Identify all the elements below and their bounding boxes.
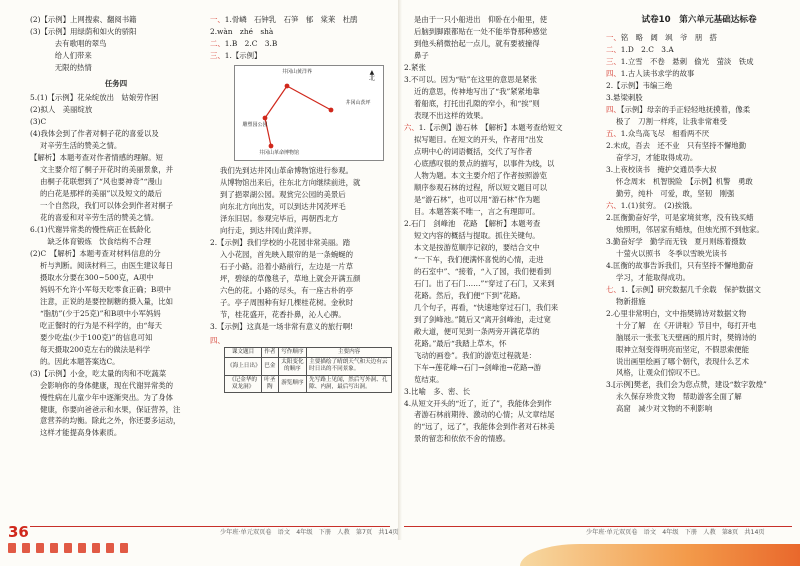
text-line: 【解析】本题考查对作者情感的理解。短 bbox=[30, 152, 164, 162]
text-line: 吃正餐时的行为是不科学的，由“每天 bbox=[40, 320, 163, 330]
text-line: 摄取水分要在300~500克，A项中 bbox=[40, 272, 154, 282]
question-marker: 四、 bbox=[210, 335, 225, 345]
text-line: 是由于一只小船进出 仰卧在小船里，使 bbox=[414, 15, 548, 24]
text-line: 烛照明，邻居家有蜡烛，但烛光照不到他家。 bbox=[616, 224, 764, 234]
text-line: 后脑到脚跟都贴在一处不能举脊那种感觉 bbox=[414, 26, 548, 36]
text-line: 3.悬梁刺股 bbox=[606, 92, 643, 102]
text-line: 要少吃盐(少于100克)”的信息可知 bbox=[40, 332, 153, 342]
text-line: 的。因此本题答案选C。 bbox=[40, 356, 120, 366]
column-4 bbox=[606, 14, 792, 524]
text-line: 风格，让观众们惊叹不已。 bbox=[616, 368, 705, 378]
test-title: 试卷10 第六单元基础达标卷 bbox=[641, 15, 757, 25]
route-map-lines bbox=[235, 66, 385, 162]
question-marker: 四、 bbox=[606, 68, 621, 78]
text-line: 入小花园，首先映入眼帘的是一条蜿蜒的 bbox=[220, 249, 354, 259]
text-line: 文主要介绍了桐子开花时的美丽景象，并 bbox=[40, 164, 174, 174]
question-marker: 一、 bbox=[606, 32, 621, 42]
route-map bbox=[234, 65, 384, 161]
text-line: 3.【示例】这真是一场非常有意义的旅行啊! bbox=[210, 321, 354, 331]
footer-right: 少年班·单元双页卷 语文 4年级 下册 人教 第8页 共14页 bbox=[586, 529, 765, 536]
text-line: 飞动的画卷”。我们的游览过程就是： bbox=[414, 350, 537, 360]
footer-left: 少年班·单元双页卷 语文 4年级 下册 人教 第7页 共14页 bbox=[220, 529, 399, 536]
text-line: 眼神立刻变得明亮而坚定，不假思索便能 bbox=[616, 344, 750, 354]
text-line: 2.【示例】我们学校的小花园非常美丽。踏 bbox=[210, 237, 351, 247]
text-line: 三、1.立雪 不卷 悬刺 偷光 萤淡 铁成 bbox=[606, 56, 754, 66]
table-cell: 巴金 bbox=[262, 357, 279, 375]
text-line: 花的喜爱和对辛劳生活的赞美之情。 bbox=[40, 212, 159, 222]
text-line: 对辛劳生活的赞美之情。 bbox=[40, 140, 122, 150]
text-line: 3.比喻 多、密、长 bbox=[404, 386, 471, 396]
text-line: 我们先到达井冈山革命博物馆进行参观。 bbox=[220, 165, 354, 175]
text-line: 者游石林前期待、激动的心情；从文章结尾 bbox=[414, 410, 555, 420]
text-line: 4.匡衡的故事告诉我们，只有坚持不懈地勤奋 bbox=[606, 260, 754, 270]
text-line: 六、1.【示例】游石林 【解析】本题考查给短文 bbox=[404, 122, 563, 132]
question-marker: 四、 bbox=[606, 104, 621, 114]
question-marker: 二、 bbox=[210, 38, 225, 48]
text-line: 二、1.B 2.C 3.B bbox=[210, 38, 278, 48]
text-line: 6.(1)代谢异常类的慢性病正在低龄化 bbox=[30, 224, 151, 234]
text-line: 二、1.D 2.C 3.A bbox=[606, 44, 674, 54]
text-line: 六色的花。小路的尽头，有一座古朴的亭 bbox=[220, 285, 354, 295]
text-line: 由桐子花联想到了“风也要神奇”“漫山 bbox=[40, 176, 163, 186]
text-line: 览结束。 bbox=[414, 374, 444, 384]
question-marker: 七、 bbox=[606, 284, 621, 294]
text-line: 物新措施 bbox=[616, 296, 646, 306]
text-line: 无限的热情 bbox=[40, 62, 92, 72]
text-line: 3.不可以。因为“贴”在这里的意思是紧张 bbox=[404, 74, 537, 84]
text-line: 景的留恋和依依不舍的情感。 bbox=[414, 434, 511, 444]
question-marker: 三、 bbox=[606, 56, 621, 66]
text-line: 的石室中”、“接着，“入了园，我们便看到 bbox=[414, 266, 551, 276]
decorative-wave bbox=[520, 544, 800, 566]
text-line: 六、1.(1)贫穷。 (2)挨饿。 bbox=[606, 200, 697, 210]
text-line: 去有歌唱的翠鸟 bbox=[40, 38, 107, 48]
text-line: 人物为题。本文主要介绍了作者按照游览 bbox=[414, 170, 548, 180]
text-line: 缺乏体育锻炼 饮食结构不合理 bbox=[40, 236, 151, 246]
map-label-museum: 井冈山革命博物馆 bbox=[258, 149, 299, 156]
text-line: (3)C bbox=[30, 116, 47, 126]
text-line: 2.wàn zhé shà bbox=[210, 26, 274, 36]
text-line: 奋学习，才能取得成功。 bbox=[616, 152, 698, 162]
north-arrow-icon: ▲ 北 bbox=[368, 68, 375, 82]
text-line: 意营养的均衡。除此之外，你还要多运动， bbox=[40, 416, 181, 426]
text-line: 极了 刀割一样疼，让我非常难受 bbox=[616, 116, 727, 126]
text-line: 任务四 bbox=[104, 78, 128, 88]
question-marker: 六、 bbox=[404, 122, 419, 132]
text-line: (3)【示例】小金，吃太量的肉和不吃蔬菜 bbox=[30, 368, 167, 378]
text-line: 花路。”最后“我踏上草木，怀 bbox=[414, 338, 507, 348]
text-line: 点明中心的词语概括，交代了写作者 bbox=[414, 146, 533, 156]
text-line: 本文是按游览顺序记叙的，要结合文中 bbox=[414, 242, 540, 252]
text-line: 3.勤奋好学 勤学而无钱 夏月则练着摄数 bbox=[606, 236, 747, 246]
text-line: 着船底，打托出孔隙的窄小，和“挨”则 bbox=[414, 98, 540, 108]
text-line: 健康，你要向爸爸示和水果，保证营养，注 bbox=[40, 404, 181, 414]
text-line: 一个自然段，我们可以体会到作者对桐子 bbox=[40, 200, 174, 210]
text-line: 十萤火以照书 冬季以雪映光读书 bbox=[616, 248, 727, 258]
text-line: 给人们带来 bbox=[40, 50, 92, 60]
table-question-label bbox=[210, 335, 396, 347]
map-label-park: 雕塑园公园 bbox=[242, 121, 268, 128]
text-line: 5.(1)【示例】花朵绽放出 姑娘劳作困 bbox=[30, 92, 159, 102]
table-cell: 太阳变化的顺序 bbox=[278, 357, 307, 375]
text-line: 坪，碧绿的草像毯子，草地上就会开满五颜 bbox=[220, 273, 361, 283]
text-line: 这样才能提高身体素质。 bbox=[40, 428, 122, 438]
text-line: 三、1.【示例】 bbox=[210, 50, 262, 60]
text-line: 顺序参观石林的过程，所以短文题目可以 bbox=[414, 182, 548, 192]
text-line: 4.从短文开头的“近了，近了”，我能体会到作 bbox=[404, 398, 552, 408]
text-line: 下车→莲花峰→石门→剑峰池→花路→游 bbox=[414, 362, 542, 372]
text-line: 目。本题答案不唯一，言之有理即可。 bbox=[414, 206, 540, 216]
text-line: 注意，正说的是要控制糖的摄入量，比如 bbox=[40, 296, 174, 306]
map-label-ciping: 井冈山茨坪 bbox=[345, 99, 371, 106]
text-line: 永久保存珍贵文物 帮助游客全面了解 bbox=[616, 392, 742, 402]
text-line: 向东北方向出发，可以到达井冈茨坪毛 bbox=[220, 201, 346, 211]
text-line: 四、1.古人读书求学的故事 bbox=[606, 68, 695, 78]
text-line: 2.石门 剑峰池 花路 【解析】本题考查 bbox=[404, 218, 541, 228]
text-line: 敞大道，便可见到一条两旁开满花草的 bbox=[414, 326, 540, 336]
text-line: (2)拟人 美丽绽放 bbox=[30, 104, 93, 114]
text-line: 十分了解 在《开讲啦》节目中，每打开电 bbox=[616, 320, 757, 330]
text-line: 花路。然后，我们便“下到”花路。 bbox=[414, 290, 526, 300]
text-line: “一下车，我们便满怀喜悦的心情，走进 bbox=[414, 254, 544, 264]
text-line: 是“游石林”，也可以用“游石林”作为题 bbox=[414, 194, 540, 204]
text-line: 慢性病在儿童少年中逐渐突出。为了身体 bbox=[40, 392, 174, 402]
text-line: 到了挹翠湖公园。观赏完公园的美景后 bbox=[220, 189, 346, 199]
question-marker: 五、 bbox=[606, 128, 621, 138]
table-cell: 游览顺序 bbox=[278, 375, 307, 393]
text-line: 2.心里非常明白，文中指樊锦诗对数据文物 bbox=[606, 308, 747, 318]
text-line: (3)【示例】用绿荫和如火的骄阳 bbox=[30, 26, 137, 36]
question-marker: 六、 bbox=[606, 200, 621, 210]
text-line: 的“远了，远了”，我能体会到作者对石林美 bbox=[414, 422, 555, 432]
column-3 bbox=[404, 14, 600, 524]
text-line: “脂肪”(少于25克)”和B项中小军妈妈 bbox=[40, 308, 161, 318]
text-line: 怀念周末 机智脱险 【示例】机警 勇敢 bbox=[616, 176, 753, 186]
table-cell: 先写路上见闻，然后写外洞、孔隙、内洞，最后写出洞。 bbox=[307, 375, 392, 393]
column-2 bbox=[210, 14, 396, 524]
text-line: 2.紧张 bbox=[404, 62, 426, 72]
text-line: 每天摄取200克左右的做法是科学 bbox=[40, 344, 151, 354]
text-line: 石子小路。沿着小路前行，左边是一片草 bbox=[220, 261, 354, 271]
text-line: 2.【示例】韦编三绝 bbox=[606, 80, 673, 90]
decorative-stripes bbox=[8, 543, 128, 557]
column-1 bbox=[30, 14, 202, 524]
table-cell: 叶圣陶 bbox=[262, 375, 279, 393]
text-line: 脑展示一张张飞天壁画的照片时，樊锦诗的 bbox=[616, 332, 757, 342]
text-line: 近的意思，传神地写出了“我”紧紧地靠 bbox=[414, 86, 540, 96]
text-line: 2.匡衡勤奋好学，可是家境贫寒，没有钱买蜡 bbox=[606, 212, 754, 222]
text-line: 泽东旧居。参观完毕后，再朝西北方 bbox=[220, 213, 339, 223]
text-line: 3.[示例]樊老，我们会为您点赞，建设“数字敦煌” bbox=[606, 380, 767, 390]
text-line: 到他头稍微抬起一点儿，就有要被撞得 bbox=[414, 38, 540, 48]
page-number: 36 bbox=[8, 523, 29, 541]
text-line: 向行走，到达井冈山黄洋界。 bbox=[220, 225, 317, 235]
table-cell: 《海上日出》 bbox=[225, 357, 262, 375]
text-line: 2.未成，吾去 还不业 只有坚持不懈地勤 bbox=[606, 140, 747, 150]
text-line: (2)【示例】上网搜索、翻阅书籍 bbox=[30, 15, 137, 24]
text-line: 短文内容的概括与提取。抓住关键句。 bbox=[414, 230, 540, 240]
table-header-cell: 课文题目 bbox=[225, 347, 262, 357]
text-line: 3.上夜校读书 掩护交通员李大叔 bbox=[606, 164, 717, 174]
text-line: 析与判断。阅读材料三，由医生建议每日 bbox=[40, 260, 174, 270]
text-line: 一、1.骨嶙 石钟乳 石笋 郁 棠莱 杜鹃 bbox=[210, 15, 358, 24]
reading-table bbox=[224, 347, 392, 393]
table-cell: 《记金华的双龙洞》 bbox=[225, 375, 262, 393]
table-header-cell: 作者 bbox=[262, 347, 279, 357]
text-line: 节，桂花盛开，花香扑鼻，沁人心脾。 bbox=[220, 309, 346, 319]
text-line: 会影响你的身体健康，现在代谢异常类的 bbox=[40, 380, 174, 390]
question-marker: 三、 bbox=[210, 50, 225, 60]
text-line: 五、1.众鸟高飞尽 相看两不厌 bbox=[606, 128, 710, 138]
question-marker: 二、 bbox=[606, 44, 621, 54]
text-line: (2)C 【解析】本题考查对材料信息的分 bbox=[30, 248, 161, 258]
text-line: 到了剑峰池。”随后又“离开剑峰池，走过宽 bbox=[414, 314, 551, 324]
text-line: 从博物馆出来后，往东北方向继续前进，就 bbox=[220, 177, 361, 187]
text-line: 四、【示例】母亲的手正轻轻地抚摸着，像柔 bbox=[606, 104, 751, 114]
text-line: 妈妈不允许小军每天吃零食正确；B项中 bbox=[40, 284, 172, 294]
text-line: (4)我体会到了作者对桐子花的喜爱以及 bbox=[30, 128, 159, 138]
text-line: 表现不出这样的效果。 bbox=[414, 110, 488, 120]
text-line: 学习，才能取得成功。 bbox=[616, 272, 690, 282]
table-header-cell: 写作顺序 bbox=[278, 347, 307, 357]
text-line: 高窟 减少对文物的不利影响 bbox=[616, 404, 713, 414]
footer-rule-left bbox=[30, 526, 390, 527]
text-line: 拟写题目。在短文的开头，作者用“出发 bbox=[414, 134, 544, 144]
table-cell: 主要描绘了晴朗天气和天边有云时日出的不同景象。 bbox=[307, 357, 392, 375]
text-line: 子。亭子周围种有好几棵桂花树。金秋时 bbox=[220, 297, 354, 307]
text-line: 心底感叹很的景点的描写，以事件为线，以 bbox=[414, 158, 555, 168]
text-line: 石门。出了石门……”“穿过了石门，又来到 bbox=[414, 278, 555, 288]
question-marker: 一、 bbox=[210, 15, 225, 24]
text-line: 鼻子 bbox=[414, 50, 429, 60]
text-line: 的白花是那样的美丽”以及短文的最后 bbox=[40, 188, 163, 198]
table-header-cell: 主要内容 bbox=[307, 347, 392, 357]
text-line: 几个句子，再看，“快速地穿过石门，我们来 bbox=[414, 302, 559, 312]
page-gutter bbox=[398, 0, 402, 540]
text-line: 一、铭 略 阔 飒 爷 朋 搭 bbox=[606, 32, 717, 42]
text-line: 勤劳，纯朴 可爱，敢，坚韧 刚强 bbox=[616, 188, 735, 198]
text-line: 七、1.【示例】研究数据几千余载 保护数据文 bbox=[606, 284, 761, 294]
footer-rule-right bbox=[404, 526, 792, 527]
text-line: 说出画里绘画了哪个朝代，表现什么艺术 bbox=[616, 356, 750, 366]
map-label-huangyangjie: 井冈山黄洋界 bbox=[281, 68, 312, 75]
